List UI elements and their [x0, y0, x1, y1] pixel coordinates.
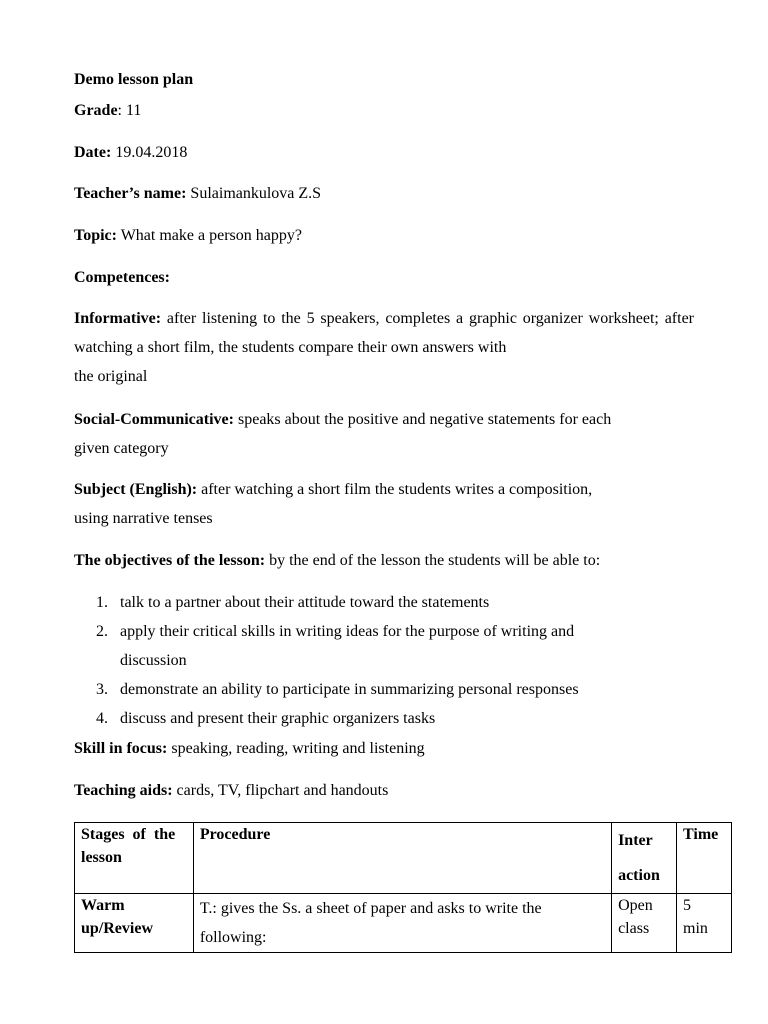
skill-label: Skill in focus: [74, 740, 168, 757]
teacher-line [74, 184, 321, 204]
teacher-value: Sulaimankulova Z.S [186, 185, 322, 202]
objectives-text: by the end of the lesson the students will be able to: [265, 552, 601, 569]
date-line [74, 143, 187, 163]
header-stage: Stages of the lesson [75, 823, 194, 894]
list-item: 4. discuss and present their graphic organizers tasks [96, 710, 436, 727]
topic-line [74, 226, 302, 246]
header-time: Time [677, 823, 732, 894]
date-value: 19.04.2018 [111, 144, 188, 161]
table-row [75, 894, 732, 953]
aids-label: Teaching aids: [74, 782, 173, 799]
social-label: Social-Communicative: [74, 411, 234, 428]
cell-time: 5 min [677, 894, 732, 953]
social-last-line: given category [74, 440, 169, 457]
date-label: Date: [74, 144, 112, 161]
document-title: Demo lesson plan [74, 71, 194, 88]
list-item: 2. apply their critical skills in writing ideas for the purpose of writing and discussion [96, 623, 575, 669]
grade-value: : 11 [117, 102, 142, 119]
informative-last-line: the original [74, 368, 148, 385]
informative-label: Informative: [74, 310, 162, 327]
subject-text: after watching a short film the students writes a composition, [197, 481, 593, 498]
social-paragraph [74, 405, 694, 463]
objectives-line [74, 551, 600, 571]
aids-line [74, 781, 388, 801]
table-header-row [75, 823, 732, 894]
informative-text: after listening to the 5 speakers, completes a graphic organizer worksheet; after watching a short film, the students compare their own answers with [74, 310, 694, 356]
skill-line [74, 739, 425, 759]
grade-label: Grade [74, 102, 118, 119]
subject-last-line: using narrative tenses [74, 510, 213, 527]
cell-procedure: T.: gives the Ss. a sheet of paper and asks to write the following: [193, 894, 611, 953]
subject-paragraph [74, 475, 694, 533]
informative-paragraph [74, 304, 694, 391]
cell-stage: Warm up/Review [75, 894, 194, 953]
aids-value: cards, TV, flipchart and handouts [172, 782, 389, 799]
social-text: speaks about the positive and negative statements for each [233, 411, 612, 428]
objectives-label: The objectives of the lesson: [74, 552, 266, 569]
teacher-label: Teacher’s name: [74, 185, 187, 202]
cell-interaction: Open class [612, 894, 677, 953]
skill-value: speaking, reading, writing and listening [167, 740, 425, 757]
competences-heading: Competences: [74, 269, 170, 286]
objectives-list [74, 588, 694, 733]
topic-value: What make a person happy? [116, 227, 302, 244]
grade-line [74, 101, 141, 121]
subject-label: Subject (English): [74, 481, 198, 498]
header-interaction: Inter action [612, 823, 677, 894]
topic-label: Topic: [74, 227, 117, 244]
lesson-table [74, 822, 732, 953]
header-procedure: Procedure [193, 823, 611, 894]
list-item: 1. talk to a partner about their attitude toward the statements [96, 594, 490, 611]
list-item: 3. demonstrate an ability to participate in summarizing personal responses [96, 681, 579, 698]
